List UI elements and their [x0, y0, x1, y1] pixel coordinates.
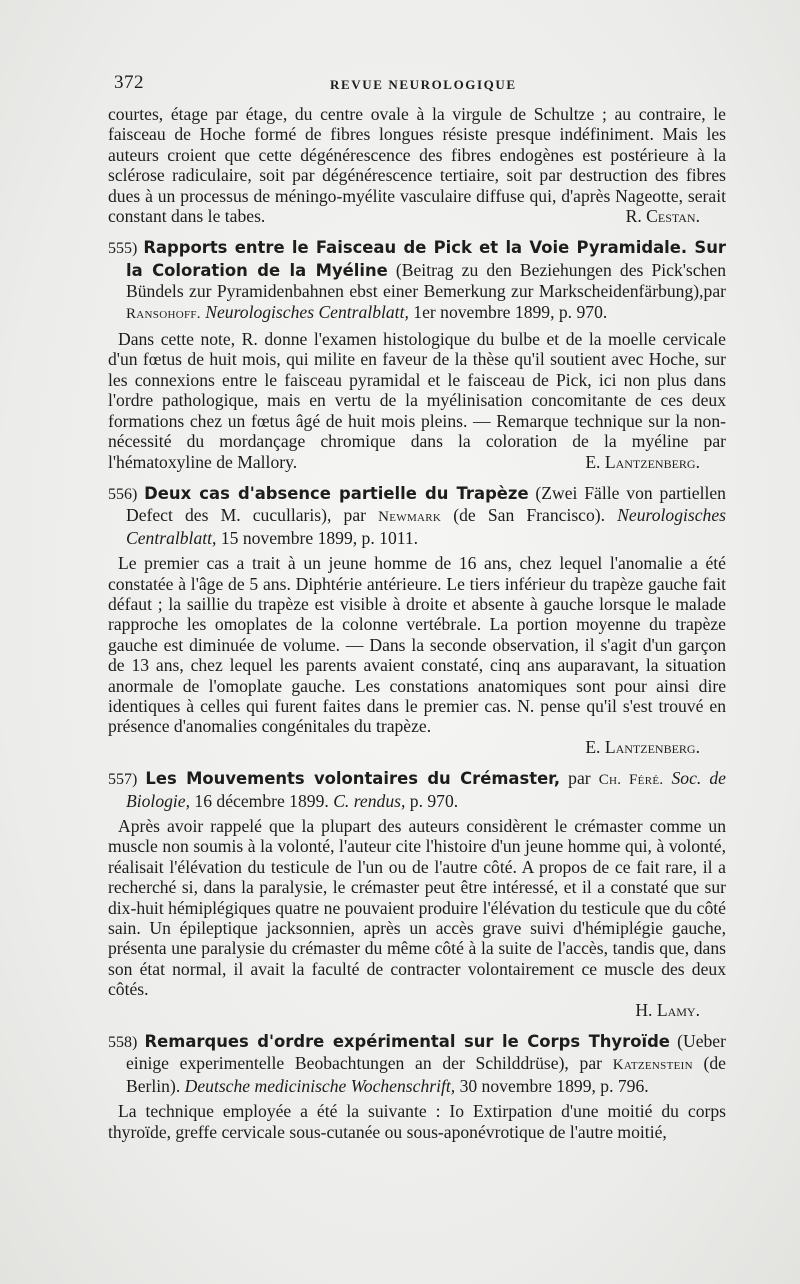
- abstract-heading: [92, 483, 726, 548]
- abstract-text: Dans cette note, R. donne l'examen histologique du bulbe et de la moelle cervicale d'un fœtus de huit mois, qui milite en faveur de la thèse qu'il soutient avec Hoche, sur les connexions entre le faisceau pyramidal et le faisceau de Pick, ici non plus dans l'ordre pathologique, mais en vertu de la myélinisation concomitante de ces deux formations chez un fœtus âgé de huit mois pleins. — Remarque technique sur la non-nécessité du mordançage chromique dans la coloration de la myéline par l'hématoxyline de Mallory.: [108, 329, 726, 472]
- journal-name: Neurologisches Centralblatt,: [126, 505, 726, 548]
- page-header: [114, 72, 726, 98]
- original-title: (Zwei Fälle von partiellen Defect des M. cucullaris),: [126, 482, 726, 526]
- abstract-558: [108, 1031, 726, 1142]
- page-reference: p. 970.: [409, 790, 459, 811]
- publication-date: 30 novembre 1899, p. 796.: [459, 1075, 649, 1096]
- journal-reference: C. rendus,: [333, 790, 406, 811]
- author-name: Ch. Féré.: [598, 772, 664, 789]
- page-number: 372: [114, 72, 144, 93]
- abstract-heading: [92, 768, 726, 811]
- par-word: par: [568, 768, 591, 789]
- abstract-556: [108, 483, 726, 757]
- abstract-number: 558): [108, 1034, 138, 1052]
- journal-name: Neurologisches Centralblatt,: [205, 301, 409, 322]
- abstract-body: [108, 329, 726, 472]
- original-title: (Beitrag zu den Beziehungen des Pick'schen Bündels zur Pyramidenbahnen ebst einer Bemerkung zur Markscheidenfärbung),: [126, 259, 726, 302]
- abstract-signature: E. Lantzenberg.: [585, 451, 700, 472]
- abstract-title: Remarques d'ordre expérimental sur le Corps Thyroïde: [144, 1032, 670, 1052]
- page-body: [108, 104, 726, 1142]
- running-title: REVUE NEUROLOGIQUE: [330, 77, 517, 92]
- publication-date: 16 décembre 1899.: [194, 790, 329, 811]
- abstract-title: Deux cas d'absence partielle du Trapèze: [144, 483, 529, 503]
- journal-name: Soc. de Biologie,: [126, 768, 726, 811]
- intro-text: courtes, étage par étage, du centre ovale à la virgule de Schultze ; au contraire, le faisceau de Hoche formé de fibres longues résiste presque indéfiniment. Mais les auteurs croient que cette dégénérescence des fibres endogènes est postérieure à la sclérose radiculaire, soit par dégénérescence tertiaire, soit par destruction des fibres dues à un processus de méningo-myélite vasculaire diffuse qui, d'après Nageotte, serait constant dans le tabes.: [108, 104, 726, 227]
- journal-name: Deutsche medicinische Wochenschrift,: [184, 1075, 456, 1096]
- author-name: Ransohoff.: [126, 305, 201, 322]
- abstract-heading: [92, 1031, 726, 1096]
- abstract-title: Les Mouvements volontaires du Crémaster,: [145, 769, 561, 789]
- author-place: (de Berlin).: [126, 1053, 726, 1096]
- abstract-number: 556): [108, 485, 138, 503]
- intro-paragraph: [108, 104, 726, 226]
- abstract-body: La technique employée a été la suivante : Io Extirpation d'une moitié du corps thyroïde, greffe cervicale sous-cutanée ou sous-aponévrotique de l'autre moitié,: [108, 1101, 726, 1142]
- abstract-signature: H. Lamy.: [635, 999, 700, 1020]
- author-name: Katzenstein: [612, 1057, 693, 1074]
- author-name: Newmark: [378, 509, 442, 526]
- intro-signature: R. Cestan.: [625, 206, 700, 227]
- publication-date: 15 novembre 1899, p. 1011.: [220, 527, 419, 548]
- par-word: par: [579, 1053, 602, 1074]
- abstract-555: [108, 237, 726, 471]
- abstract-body: Le premier cas a trait à un jeune homme de 16 ans, chez lequel l'anomalie a été constatée à l'âge de 5 ans. Diphtérie antérieure. Le tiers inférieur du trapèze gauche fait défaut ; la saillie du trapèze est visible à droite et absente à gauche lorsque le malade rapproche les omoplates de la colonne vertébrale. La portion moyenne du trapèze gauche est diminuée de volume. — Dans la seconde observation, il s'agit d'un garçon de 13 ans, chez lequel les parents avaient constaté, cinq ans auparavant, la situation anormale de l'omoplate gauche. Les constations anatomiques sont pour ainsi dire identiques à celles qui furent faites dans le premier cas. N. pense qu'il s'est trouvé en présence d'anomalies congénitales du trapèze.: [108, 553, 726, 737]
- abstract-title: Rapports entre le Faisceau de Pick et la Voie Pyramidale. Sur la Coloration de la Myéline: [126, 238, 726, 280]
- abstract-signature: E. Lantzenberg.: [585, 736, 700, 757]
- original-title: (Ueber einige experimentelle Beobachtungen an der Schilddrüse),: [126, 1031, 726, 1074]
- publication-date: 1er novembre 1899, p. 970.: [413, 301, 608, 322]
- abstract-body: Après avoir rappelé que la plupart des auteurs considèrent le crémaster comme un muscle non soumis à la volonté, l'auteur cite l'histoire d'un jeune homme qui, à volonté, réalisait l'élévation du testicule de l'un ou de l'autre côté. A propos de ce fait rare, il a recherché si, dans la paralysie, le crémaster peut être intéressé, et il a constaté que sur dix-huit hémiplégiques quatre ne pouvaient produire l'élévation du testicule que du côté sain. Un épileptique jacksonnien, après un accès grave suivi d'hémiplégie gauche, présenta une paralysie du crémaster du même côté à la suite de l'accès, tandis que, dans son état normal, il avait la faculté de contracter volontairement ce muscle des deux côtés.: [108, 816, 726, 1000]
- par-word: par: [343, 505, 366, 526]
- author-place: (de San Francisco).: [453, 505, 606, 526]
- abstract-557: [108, 768, 726, 1020]
- abstract-heading: [92, 237, 726, 324]
- abstract-number: 555): [108, 240, 138, 258]
- abstract-number: 557): [108, 771, 138, 789]
- par-word: par: [703, 281, 726, 302]
